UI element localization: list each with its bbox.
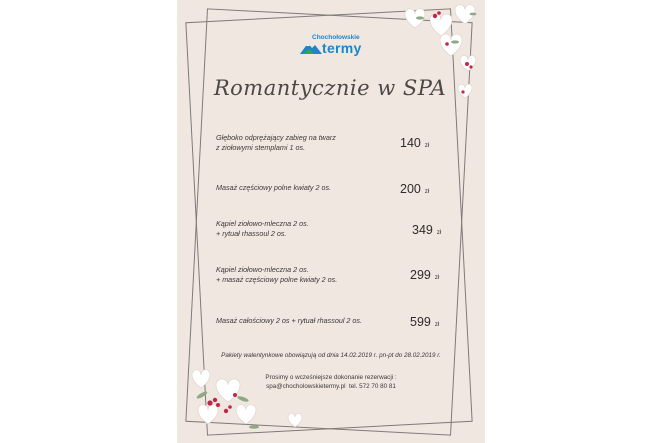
item-2-description	[216, 183, 331, 193]
item-5-description	[216, 316, 362, 326]
item-3-price-amount: 349	[412, 223, 433, 237]
page-title: Romantycznie w SPA	[213, 76, 447, 100]
item-2-price	[400, 180, 446, 198]
contact-phone[interactable]: tel. 572 70 80 81	[349, 383, 396, 390]
item-5-price-amount: 599	[410, 315, 431, 329]
item-3-description	[216, 219, 309, 239]
item-4-price-amount: 299	[410, 268, 431, 282]
item-1-price-amount: 140	[400, 136, 421, 150]
logo-text-big: termy	[322, 40, 362, 56]
item-4-description	[216, 265, 337, 285]
brand-logo	[300, 34, 380, 56]
contact-email[interactable]: spa@chocholowskietermy.pl	[266, 383, 346, 390]
item-5-price	[410, 313, 456, 331]
reservation-note: Prosimy o wcześniejsze dokonanie rezerwacji :	[265, 374, 397, 381]
item-4-price	[410, 266, 456, 284]
item-1-line-2: z ziołowymi stemplami 1 os.	[216, 143, 306, 152]
item-2-price-currency: zł	[424, 189, 430, 195]
item-1-description	[216, 133, 336, 153]
item-3-price-currency: zł	[436, 230, 442, 236]
contact-line	[196, 383, 466, 390]
item-5-line-1: Masaż całościowy 2 os + rytuał rhassoul 2 os.	[216, 316, 363, 325]
item-5-price-currency: zł	[434, 322, 440, 328]
validity-note: Pakiety walentynkowe obowiązują od dnia 14.02.2019 r. pn-pt do 28.02.2019 r.	[221, 352, 441, 359]
item-3-line-2: + rytuał rhassoul 2 os.	[216, 229, 287, 238]
hearts-decoration-bottom-icon	[188, 355, 318, 443]
item-4-line-2: + masaż częściowy polne kwiaty 2 os.	[216, 275, 338, 284]
item-4-line-1: Kąpiel ziołowo-mleczna 2 os.	[216, 265, 309, 274]
item-2-price-amount: 200	[400, 182, 421, 196]
item-1-price-currency: zł	[424, 143, 430, 149]
item-1-price	[400, 134, 446, 152]
item-4-price-currency: zł	[434, 275, 440, 281]
item-3-line-1: Kąpiel ziołowo-mleczna 2 os.	[216, 219, 309, 228]
mountain-logo-icon	[300, 40, 322, 54]
logo-text-small: Chochołowskie	[312, 34, 360, 41]
item-3-price	[412, 221, 458, 239]
item-2-line-1: Masaż częściowy polne kwiaty 2 os.	[216, 183, 332, 192]
item-1-line-1: Głęboko odprężający zabieg na twarz	[216, 133, 336, 142]
